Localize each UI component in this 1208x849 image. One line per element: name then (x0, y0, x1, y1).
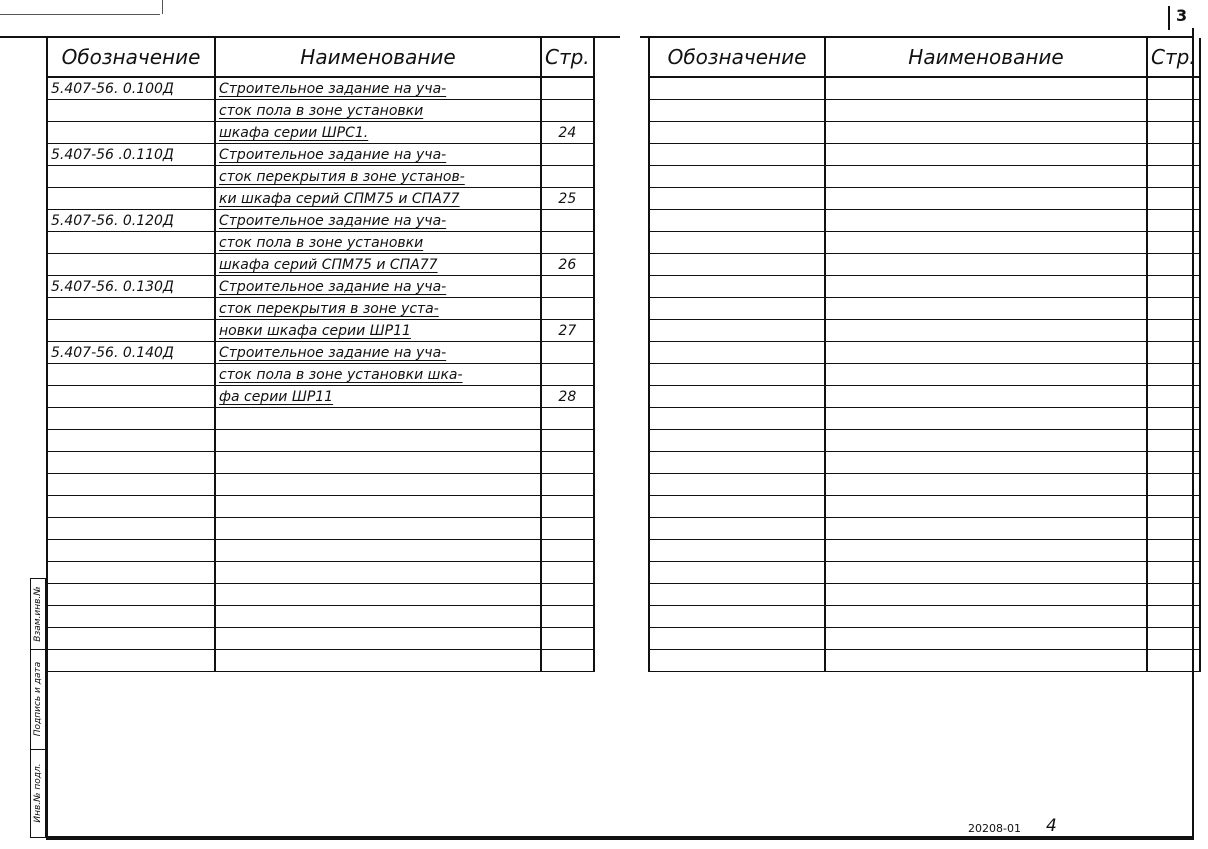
cell-designation: 5.407-56. 0.120Д (47, 210, 215, 232)
table-row (649, 254, 1200, 276)
table-row (47, 77, 594, 100)
cell-page (1147, 496, 1200, 518)
cell-page: 27 (541, 320, 594, 342)
cell-page (1147, 518, 1200, 540)
table-row (649, 320, 1200, 342)
table-row (47, 518, 594, 540)
stamp-cell-signature-date (31, 649, 45, 750)
cell-name (825, 276, 1147, 298)
cell-designation (47, 408, 215, 430)
cell-name (825, 342, 1147, 364)
cell-designation (47, 518, 215, 540)
cell-designation (649, 562, 825, 584)
cell-name (825, 100, 1147, 122)
table-row (649, 166, 1200, 188)
table-row (649, 232, 1200, 254)
table-row (649, 540, 1200, 562)
drawing-frame-bottom (46, 838, 1194, 840)
cell-name: Строительное задание на уча- (215, 77, 541, 100)
cell-page (541, 166, 594, 188)
cell-name (215, 408, 541, 430)
cell-name (825, 386, 1147, 408)
table-row (47, 122, 594, 144)
table-row (47, 650, 594, 672)
table-row (47, 166, 594, 188)
table-row (649, 144, 1200, 166)
cell-designation (649, 254, 825, 276)
cell-name: Строительное задание на уча- (215, 210, 541, 232)
cell-name (215, 474, 541, 496)
header-designation: Обозначение (649, 38, 825, 77)
cell-name (825, 650, 1147, 672)
cell-designation: 5.407-56. 0.100Д (47, 77, 215, 100)
cell-designation (47, 364, 215, 386)
cell-designation (649, 298, 825, 320)
table-row (649, 298, 1200, 320)
stamp-cell-replace-inv (31, 579, 45, 650)
cell-name (215, 606, 541, 628)
cell-page (541, 430, 594, 452)
cell-designation (47, 562, 215, 584)
cell-name (215, 496, 541, 518)
table-row (47, 562, 594, 584)
cell-designation (47, 452, 215, 474)
table-row (649, 77, 1200, 100)
cell-name (825, 210, 1147, 232)
table-row (47, 100, 594, 122)
cell-name: новки шкафа серии ШР11 (215, 320, 541, 342)
table-row (47, 430, 594, 452)
cell-designation (649, 650, 825, 672)
cell-designation (47, 584, 215, 606)
table-row (47, 496, 594, 518)
cell-designation (649, 364, 825, 386)
table-row (649, 452, 1200, 474)
cell-page (1147, 254, 1200, 276)
cell-name: Строительное задание на уча- (215, 144, 541, 166)
cell-name (825, 452, 1147, 474)
cell-name (825, 606, 1147, 628)
cell-designation (47, 650, 215, 672)
table-row (649, 386, 1200, 408)
table-row (47, 628, 594, 650)
table-row (649, 496, 1200, 518)
cell-page (541, 628, 594, 650)
header-designation: Обозначение (47, 38, 215, 77)
cell-page (541, 584, 594, 606)
cell-designation (649, 408, 825, 430)
cell-page (1147, 276, 1200, 298)
cell-name (825, 474, 1147, 496)
cell-designation: 5.407-56. 0.130Д (47, 276, 215, 298)
cell-name (215, 650, 541, 672)
cell-designation (649, 276, 825, 298)
table-row (47, 342, 594, 364)
cell-name (825, 298, 1147, 320)
table-row (47, 276, 594, 298)
cell-designation (649, 474, 825, 496)
cell-name (825, 408, 1147, 430)
table-row (649, 122, 1200, 144)
cell-page (541, 606, 594, 628)
table-row (649, 188, 1200, 210)
cell-designation (649, 342, 825, 364)
cell-name (215, 540, 541, 562)
cell-page (1147, 320, 1200, 342)
table-row (47, 188, 594, 210)
cell-name (825, 122, 1147, 144)
table-row (649, 628, 1200, 650)
stamp-label: Инв.№ подл. (33, 763, 43, 823)
cell-page (541, 518, 594, 540)
cell-name: Строительное задание на уча- (215, 342, 541, 364)
cell-name: шкафа серий СПМ75 и СПА77 (215, 254, 541, 276)
cell-name (215, 452, 541, 474)
page-edge-mark (0, 14, 160, 15)
cell-name (825, 188, 1147, 210)
header-page: Стр. (541, 38, 594, 77)
cell-page (1147, 474, 1200, 496)
right-contents-table (648, 38, 1201, 672)
cell-name (825, 584, 1147, 606)
cell-designation (649, 77, 825, 100)
cell-page (1147, 298, 1200, 320)
cell-designation (649, 628, 825, 650)
cell-page (541, 298, 594, 320)
table-row (649, 342, 1200, 364)
cell-page (541, 540, 594, 562)
cell-page (1147, 562, 1200, 584)
header-page: Стр. (1147, 38, 1200, 77)
cell-name: сток перекрытия в зоне уста- (215, 298, 541, 320)
cell-designation (47, 298, 215, 320)
cell-page: 25 (541, 188, 594, 210)
cell-designation (649, 188, 825, 210)
cell-name (825, 77, 1147, 100)
stamp-label: Взам.инв.№ (33, 586, 43, 642)
cell-designation (47, 188, 215, 210)
table-row (649, 584, 1200, 606)
cell-designation (47, 122, 215, 144)
table-row (47, 386, 594, 408)
table-row (649, 364, 1200, 386)
cell-page (541, 100, 594, 122)
cell-name: ки шкафа серий СПМ75 и СПА77 (215, 188, 541, 210)
cell-name (215, 518, 541, 540)
cell-designation (649, 232, 825, 254)
cell-page: 26 (541, 254, 594, 276)
table-row (47, 210, 594, 232)
cell-name (825, 430, 1147, 452)
cell-designation (47, 496, 215, 518)
cell-page (1147, 628, 1200, 650)
page-edge-mark (162, 0, 163, 14)
cell-name (215, 430, 541, 452)
cell-name: сток пола в зоне установки (215, 100, 541, 122)
header-name: Наименование (215, 38, 541, 77)
table-row (649, 518, 1200, 540)
cell-designation (47, 166, 215, 188)
cell-designation (649, 540, 825, 562)
cell-page (1147, 386, 1200, 408)
cell-name (825, 232, 1147, 254)
page-number: 3 (1176, 6, 1188, 25)
cell-name (825, 320, 1147, 342)
footer-code: 20208-01 (968, 822, 1021, 835)
table-row (47, 320, 594, 342)
cell-page (541, 276, 594, 298)
table-row (47, 584, 594, 606)
cell-page (541, 77, 594, 100)
cell-designation (649, 518, 825, 540)
cell-designation (47, 628, 215, 650)
cell-page (541, 408, 594, 430)
footer-sheet-number: 4 (1046, 816, 1057, 836)
cell-name: сток пола в зоне установки шка- (215, 364, 541, 386)
cell-name (825, 496, 1147, 518)
cell-page: 28 (541, 386, 594, 408)
cell-page (1147, 232, 1200, 254)
cell-name (825, 364, 1147, 386)
cell-page (1147, 606, 1200, 628)
cell-designation (649, 210, 825, 232)
cell-page (541, 650, 594, 672)
table-row (649, 408, 1200, 430)
table-row (47, 144, 594, 166)
cell-page (1147, 122, 1200, 144)
cell-name (215, 628, 541, 650)
cell-page (541, 210, 594, 232)
cell-page (541, 496, 594, 518)
cell-name: сток пола в зоне установки (215, 232, 541, 254)
cell-page (1147, 540, 1200, 562)
table-row (47, 364, 594, 386)
cell-name (825, 144, 1147, 166)
cell-name: Строительное задание на уча- (215, 276, 541, 298)
table-row (649, 474, 1200, 496)
cell-page (1147, 650, 1200, 672)
table-row (47, 474, 594, 496)
cell-name (215, 562, 541, 584)
cell-page (1147, 408, 1200, 430)
table-row (649, 650, 1200, 672)
cell-page (541, 452, 594, 474)
cell-page (541, 342, 594, 364)
table-header-row (649, 38, 1200, 77)
cell-name: сток перекрытия в зоне установ- (215, 166, 541, 188)
cell-page (541, 474, 594, 496)
cell-designation (649, 166, 825, 188)
table-row (649, 276, 1200, 298)
cell-page (1147, 364, 1200, 386)
cell-designation (47, 540, 215, 562)
cell-designation (649, 100, 825, 122)
cell-name: фа серии ШР11 (215, 386, 541, 408)
table-row (649, 100, 1200, 122)
cell-designation (649, 496, 825, 518)
cell-page (541, 232, 594, 254)
cell-page (1147, 77, 1200, 100)
cell-designation (649, 386, 825, 408)
cell-designation: 5.407-56. 0.140Д (47, 342, 215, 364)
header-name: Наименование (825, 38, 1147, 77)
cell-name: шкафа серии ШРС1. (215, 122, 541, 144)
cell-page (1147, 166, 1200, 188)
cell-designation (649, 452, 825, 474)
table-row (649, 210, 1200, 232)
cell-page (1147, 144, 1200, 166)
cell-designation (47, 386, 215, 408)
cell-designation (47, 606, 215, 628)
table-row (47, 232, 594, 254)
cell-designation (47, 474, 215, 496)
cell-page (1147, 584, 1200, 606)
cell-page: 24 (541, 122, 594, 144)
cell-name (825, 628, 1147, 650)
cell-designation (649, 122, 825, 144)
cell-page (1147, 100, 1200, 122)
left-contents-table (46, 38, 595, 672)
cell-name (825, 540, 1147, 562)
table-row (47, 298, 594, 320)
cell-designation (649, 320, 825, 342)
cell-name (825, 254, 1147, 276)
table-row (47, 408, 594, 430)
cell-designation (649, 606, 825, 628)
stamp-cell-original-inv (31, 749, 45, 837)
table-row (649, 606, 1200, 628)
cell-page (1147, 210, 1200, 232)
cell-page (1147, 342, 1200, 364)
cell-name (825, 518, 1147, 540)
cell-designation (649, 430, 825, 452)
cell-designation (47, 254, 215, 276)
cell-designation (649, 144, 825, 166)
table-row (47, 254, 594, 276)
cell-page (1147, 188, 1200, 210)
stamp-label: Подпись и дата (33, 661, 43, 737)
cell-designation: 5.407-56 .0.110Д (47, 144, 215, 166)
cell-designation (47, 100, 215, 122)
table-row (47, 452, 594, 474)
cell-page (1147, 452, 1200, 474)
cell-name (825, 166, 1147, 188)
table-row (649, 430, 1200, 452)
cell-designation (47, 232, 215, 254)
cell-designation (47, 430, 215, 452)
cell-designation (47, 320, 215, 342)
table-header-row (47, 38, 594, 77)
cell-name (825, 562, 1147, 584)
cell-page (541, 562, 594, 584)
table-row (649, 562, 1200, 584)
cell-page (1147, 430, 1200, 452)
table-row (47, 540, 594, 562)
cell-designation (649, 584, 825, 606)
cell-page (541, 364, 594, 386)
side-stamp (30, 578, 46, 838)
cell-name (215, 584, 541, 606)
cell-page (541, 144, 594, 166)
table-row (47, 606, 594, 628)
